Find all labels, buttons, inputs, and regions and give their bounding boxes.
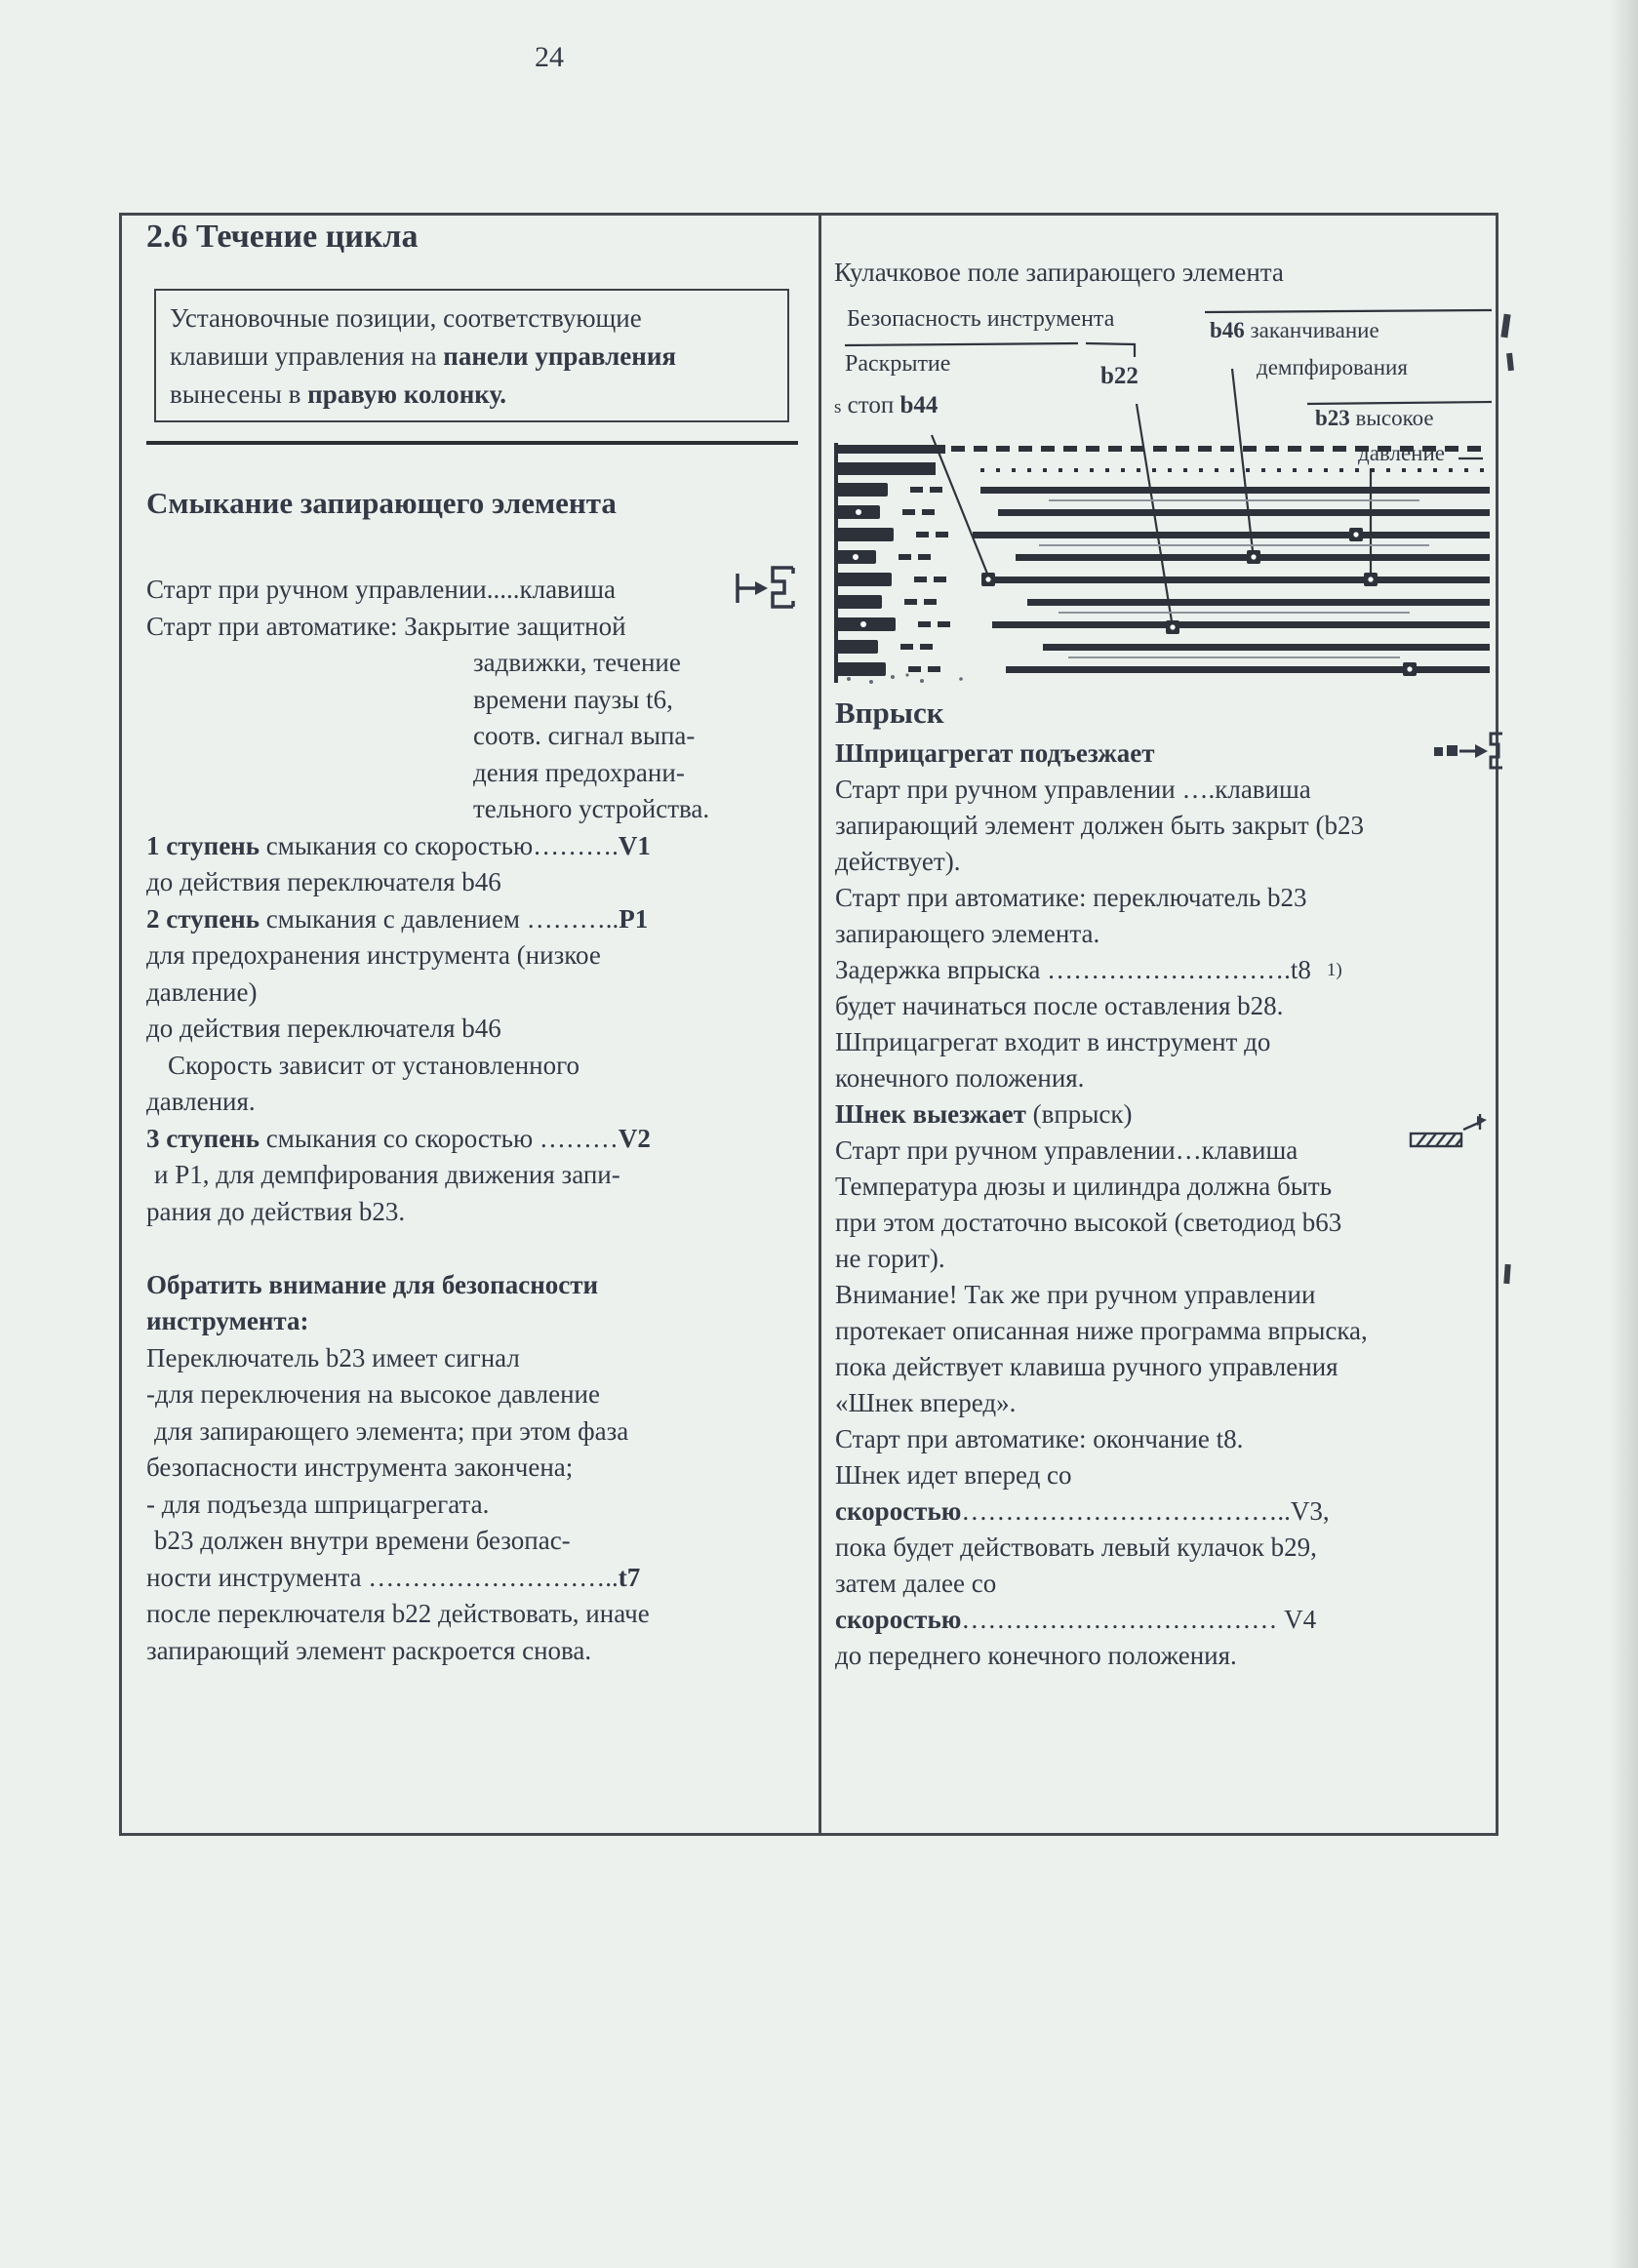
text-line [835, 736, 1510, 772]
text-segment: высокое [1349, 406, 1434, 430]
text-line [835, 1349, 1510, 1385]
text-segment: Температура дюзы и цилиндра должна быть [835, 1172, 1333, 1201]
text-segment: пока будет действовать левый кулачок b29, [835, 1532, 1317, 1562]
text-segment: Установочные позиции, соответствующие [170, 303, 642, 333]
text-line [146, 718, 823, 755]
text-segment: Старт при ручном управлении ….клавиша [835, 775, 1311, 804]
horizontal-rule [146, 441, 798, 445]
text-line [146, 1084, 823, 1121]
text-line [146, 1413, 823, 1451]
text-line [170, 376, 787, 414]
text-line [146, 1267, 823, 1304]
text-segment: и P1, для демпфирования движения запи- [154, 1160, 620, 1189]
text-line [835, 1060, 1510, 1096]
text-line [835, 1024, 1510, 1060]
text-line [835, 1602, 1510, 1638]
text-segment: затем далее со [835, 1569, 997, 1598]
right-body-text [835, 691, 1510, 1674]
text-segment: Старт при автоматике: Закрытие защитной [146, 611, 626, 641]
text-segment: вынесены в [170, 379, 308, 409]
section-title: 2.6 Течение цикла [146, 219, 419, 255]
text-segment: Задержка впрыска ……………………….t8 [835, 955, 1311, 984]
text-line [835, 772, 1510, 808]
text-segment: скоростью [835, 1496, 962, 1526]
text-line [835, 1566, 1510, 1602]
text-segment: ности инструмента ……………………….. [146, 1562, 619, 1592]
text-line [146, 864, 823, 901]
cam-field-diagram [834, 289, 1494, 685]
text-segment: - для подъезда шприцагрегата. [146, 1489, 490, 1519]
page-number: 24 [535, 41, 564, 73]
text-segment: тельного устройства. [473, 794, 710, 823]
text-segment: дения предохрани- [473, 757, 685, 787]
text-segment: 1) [1326, 960, 1342, 980]
text-segment: b46 [1210, 318, 1245, 342]
text-segment: Шнек выезжает [835, 1099, 1026, 1129]
text-segment: до переднего конечного положения. [835, 1641, 1237, 1670]
text-segment: (впрыск) [1025, 1099, 1133, 1129]
text-line [146, 1157, 823, 1194]
text-line [835, 1313, 1510, 1349]
text-segment: заканчивание [1244, 318, 1379, 342]
label-b23-high-pressure-2: давление [1358, 441, 1445, 465]
text-segment: скоростью [835, 1605, 962, 1634]
text-line [835, 1493, 1510, 1530]
text-segment: Внимание! Так же при ручном управлении [835, 1280, 1316, 1309]
text-line [170, 299, 787, 338]
label-opening: Раскрытие [845, 351, 951, 377]
text-line [146, 828, 823, 865]
text-segment: b23 должен внутри времени безопас- [154, 1526, 571, 1555]
scan-artifact [1506, 353, 1514, 372]
text-segment: запирающий элемент должен быть закрыт (b23 [835, 811, 1364, 840]
text-line [146, 975, 823, 1012]
text-segment: пока действует клавиша ручного управления [835, 1352, 1338, 1381]
mold-close-icon [732, 560, 796, 619]
text-line [835, 880, 1510, 916]
text-line [835, 1385, 1510, 1421]
text-segment: времени паузы t6, [473, 684, 673, 714]
text-segment: клавиши управления на [170, 341, 444, 371]
text-segment: ………………………………..V3, [961, 1496, 1330, 1526]
screw-forward-icon [1409, 1112, 1489, 1158]
text-segment: «Шнек вперед». [835, 1388, 1017, 1417]
text-line [146, 937, 823, 975]
text-segment: протекает описанная ниже программа впрыска, [835, 1316, 1368, 1345]
text-segment: стоп [841, 392, 900, 418]
text-segment: инструмента: [146, 1306, 309, 1335]
text-line [146, 1303, 823, 1340]
text-segment: не горит). [835, 1244, 945, 1273]
text-line [146, 682, 823, 719]
text-line [146, 645, 823, 682]
text-segment: t7 [618, 1562, 641, 1592]
text-line [146, 1633, 823, 1670]
text-line [146, 901, 823, 938]
text-segment: будет начинаться после оставления b28. [835, 991, 1284, 1020]
text-line [835, 1638, 1510, 1674]
text-line [146, 1560, 823, 1597]
text-segment: 1 ступень [146, 830, 260, 860]
note-box [154, 289, 789, 422]
text-segment: соотв. сигнал выпа- [473, 721, 696, 750]
text-segment: действует). [835, 847, 961, 876]
injection-unit-forward-icon [1432, 728, 1506, 777]
label-tool-safety: Безопасность инструмента [847, 306, 1115, 332]
text-segment: Шприцагрегат входит в инструмент до [835, 1027, 1271, 1056]
text-segment: панели управления [443, 341, 676, 371]
left-body-text [146, 572, 823, 1669]
text-segment: рания до действия b23. [146, 1196, 406, 1226]
text-segment: конечного положения. [835, 1063, 1085, 1093]
text-line [835, 1169, 1510, 1205]
text-line [835, 1205, 1510, 1241]
text-segment: после переключателя b22 действовать, иначе [146, 1599, 650, 1628]
text-line [835, 1457, 1510, 1493]
text-segment: Переключатель b23 имеет сигнал [146, 1342, 520, 1373]
text-segment: смыкания со скоростью ……… [260, 1123, 619, 1153]
text-line [146, 1596, 823, 1633]
text-line [146, 1340, 823, 1377]
text-segment: ……………………………… V4 [961, 1605, 1317, 1634]
text-segment: Шнек идет вперед со [835, 1460, 1072, 1490]
text-line [146, 1376, 823, 1413]
text-segment: Старт при автоматике: переключатель b23 [835, 883, 1307, 912]
text-line [835, 844, 1510, 880]
text-segment: s [834, 397, 842, 418]
text-segment: V1 [618, 830, 651, 860]
section-heading: Смыкание запирающего элемента [146, 486, 617, 520]
text-line [835, 808, 1510, 844]
text-segment: запирающего элемента. [835, 919, 1100, 948]
text-segment: правую колонку. [307, 379, 507, 409]
text-segment: при этом достаточно высокой (светодиод b63 [835, 1208, 1342, 1237]
text-line [146, 755, 823, 792]
text-segment: задвижки, течение [473, 648, 681, 677]
text-segment: 3 ступень [146, 1123, 260, 1153]
text-segment: смыкания с давлением ……….. [260, 903, 619, 934]
text-line [835, 988, 1510, 1024]
text-line [146, 1450, 823, 1487]
text-line [146, 1121, 823, 1158]
text-segment: Шприцагрегат подъезжает [835, 738, 1155, 768]
text-line [146, 1523, 823, 1560]
text-line [146, 1230, 823, 1267]
text-segment: -для переключения на высокое давление [146, 1379, 600, 1409]
text-segment: P1 [619, 903, 649, 934]
text-segment: Старт при ручном управлении.....клавиша [146, 575, 617, 604]
text-line [146, 572, 823, 609]
text-segment: до действия переключателя b46 [146, 867, 501, 896]
text-segment: запирающий элемент раскроется снова. [146, 1635, 592, 1665]
text-line [146, 1487, 823, 1524]
text-line [835, 1241, 1510, 1277]
text-segment: 2 ступень [146, 903, 260, 934]
text-line [146, 791, 823, 828]
text-segment: смыкания со скоростью………. [260, 830, 619, 860]
text-line [835, 952, 1510, 988]
text-segment: давления. [146, 1087, 256, 1116]
cam-field-title: Кулачковое поле запирающего элемента [834, 258, 1284, 287]
scan-artifact [1500, 314, 1510, 338]
text-segment: Обратить внимание для безопасности [146, 1269, 599, 1299]
text-line [835, 1530, 1510, 1566]
text-line [146, 1011, 823, 1048]
text-line [835, 1421, 1510, 1457]
text-segment: для запирающего элемента; при этом фаза [154, 1415, 629, 1446]
text-line [170, 338, 787, 376]
text-segment: давление) [146, 976, 258, 1007]
text-segment: V2 [618, 1123, 651, 1153]
text-segment: Старт при ручном управлении…клавиша [835, 1135, 1298, 1165]
text-segment: безопасности инструмента закончена; [146, 1452, 574, 1482]
text-line [835, 1277, 1510, 1313]
text-segment: b44 [899, 392, 939, 418]
text-segment: для предохранения инструмента (низкое [146, 940, 601, 970]
label-b46-damping-2: демпфирования [1257, 355, 1408, 379]
text-line [146, 1194, 823, 1231]
text-line [146, 609, 823, 646]
text-segment: Старт при автоматике: окончание t8. [835, 1424, 1244, 1453]
text-line [835, 916, 1510, 952]
text-line [146, 1048, 823, 1085]
label-b22: b22 [1100, 363, 1139, 389]
text-line [835, 691, 1510, 736]
text-segment: до действия переключателя b46 [146, 1014, 501, 1043]
text-segment: Впрыск [835, 696, 944, 730]
text-segment: b23 [1315, 406, 1350, 430]
text-segment: Скорость зависит от установленного [168, 1050, 579, 1080]
